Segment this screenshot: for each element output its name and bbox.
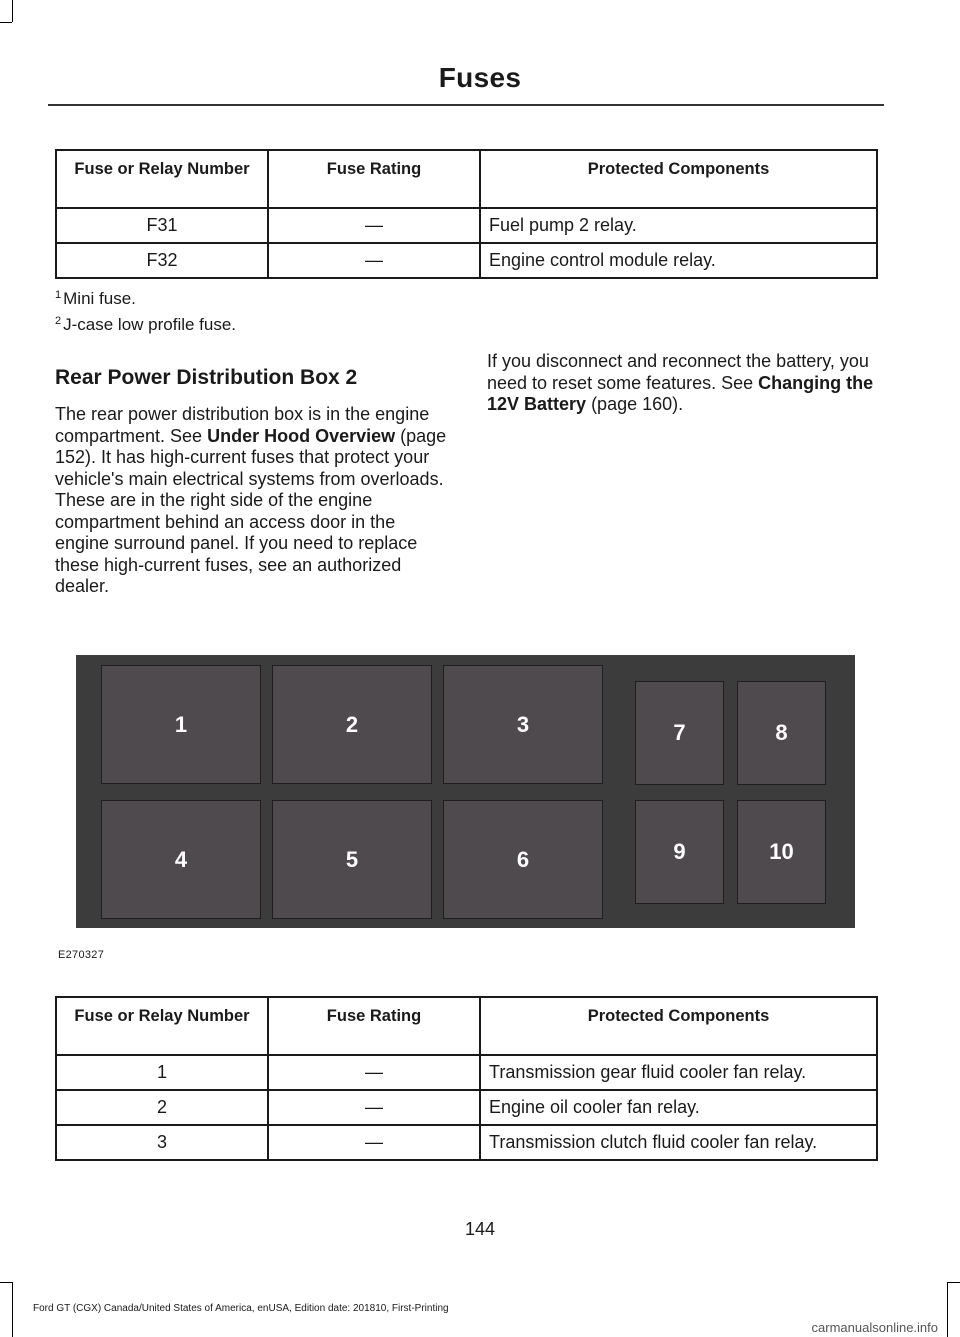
footnote-mark: 1 [55, 289, 62, 301]
fuse-number: 3 [56, 1125, 268, 1160]
fuse-table-top [55, 149, 878, 279]
fuse-slot-5: 5 [272, 800, 432, 919]
fuse-slot-10: 10 [737, 800, 826, 904]
fuse-slot-8: 8 [737, 681, 826, 785]
crop-mark [947, 1282, 960, 1283]
crop-mark [0, 22, 12, 23]
protected-component: Fuel pump 2 relay. [480, 208, 877, 243]
fuse-rating: — [268, 1055, 480, 1090]
fuse-rating: — [268, 208, 480, 243]
header-fuse-number: Fuse or Relay Number [56, 150, 268, 208]
fuse-number: F32 [56, 243, 268, 278]
crop-mark [947, 1282, 948, 1337]
protected-component: Engine oil cooler fan relay. [480, 1090, 877, 1125]
fuse-number: F31 [56, 208, 268, 243]
header-protected-components: Protected Components [480, 997, 877, 1055]
fuse-slot-6: 6 [443, 800, 603, 919]
paragraph-text: (page 152). It has high-current fuses that protect your vehicle's main electrical systems from overloads. These are in the right side of the engine compartment behind an access door in the engine surround panel. If you need to replace these high-current fuses, see an authorized dealer. [55, 425, 447, 596]
page-number: 144 [464, 1219, 496, 1239]
paragraph-text: If you disconnect and reconnect the battery, you need to reset some features. See [487, 351, 869, 393]
header-fuse-number: Fuse or Relay Number [56, 997, 268, 1055]
fuse-slot-2: 2 [272, 665, 432, 784]
footnote-text: Mini fuse. [63, 289, 136, 308]
table-row [56, 243, 877, 278]
fuse-rating: — [268, 1090, 480, 1125]
crop-mark [12, 0, 13, 22]
fuse-slot-4: 4 [101, 800, 261, 919]
footer-text: Ford GT (CGX) Canada/United States of America, enUSA, Edition date: 201810, First-Printing [33, 1303, 449, 1314]
fuse-rating: — [268, 243, 480, 278]
fuse-rating: — [268, 1125, 480, 1160]
crop-mark [0, 1282, 12, 1283]
figure-caption: E270327 [58, 949, 105, 961]
paragraph-text: (page 160). [586, 394, 684, 414]
fuse-slot-7: 7 [635, 681, 724, 785]
watermark: carmanualsonline.info [811, 1320, 938, 1335]
fuse-slot-3: 3 [443, 665, 603, 784]
section-paragraph [55, 404, 450, 598]
fuse-number: 2 [56, 1090, 268, 1125]
footnote-mark: 2 [55, 315, 62, 327]
protected-component: Engine control module relay. [480, 243, 877, 278]
footnote [55, 285, 136, 309]
fuse-slot-9: 9 [635, 800, 724, 904]
fuse-slot-1: 1 [101, 665, 261, 784]
section-title: Rear Power Distribution Box 2 [55, 366, 358, 389]
page-title: Fuses [438, 62, 522, 93]
paragraph-text: The rear power distribution box is in the engine compartment. See [55, 404, 430, 446]
header-fuse-rating: Fuse Rating [268, 150, 480, 208]
header-divider [48, 104, 884, 106]
table-row [56, 1090, 877, 1125]
fuse-table-bottom [55, 996, 878, 1161]
table-row [56, 208, 877, 243]
cross-reference-link[interactable]: Changing the 12V Battery [487, 372, 874, 414]
table-header-row [56, 997, 877, 1055]
section-paragraph [487, 351, 882, 416]
fuse-number: 1 [56, 1055, 268, 1090]
protected-component: Transmission clutch fluid cooler fan relay. [480, 1125, 877, 1160]
header-protected-components: Protected Components [480, 150, 877, 208]
cross-reference-link[interactable]: Under Hood Overview [207, 425, 396, 446]
footnote [55, 311, 236, 335]
table-row [56, 1055, 877, 1090]
fuse-box-diagram [76, 655, 855, 928]
protected-component: Transmission gear fluid cooler fan relay. [480, 1055, 877, 1090]
footnote-text: J-case low profile fuse. [63, 315, 237, 334]
crop-mark [12, 1282, 13, 1337]
header-fuse-rating: Fuse Rating [268, 997, 480, 1055]
table-row [56, 1125, 877, 1160]
table-header-row [56, 150, 877, 208]
